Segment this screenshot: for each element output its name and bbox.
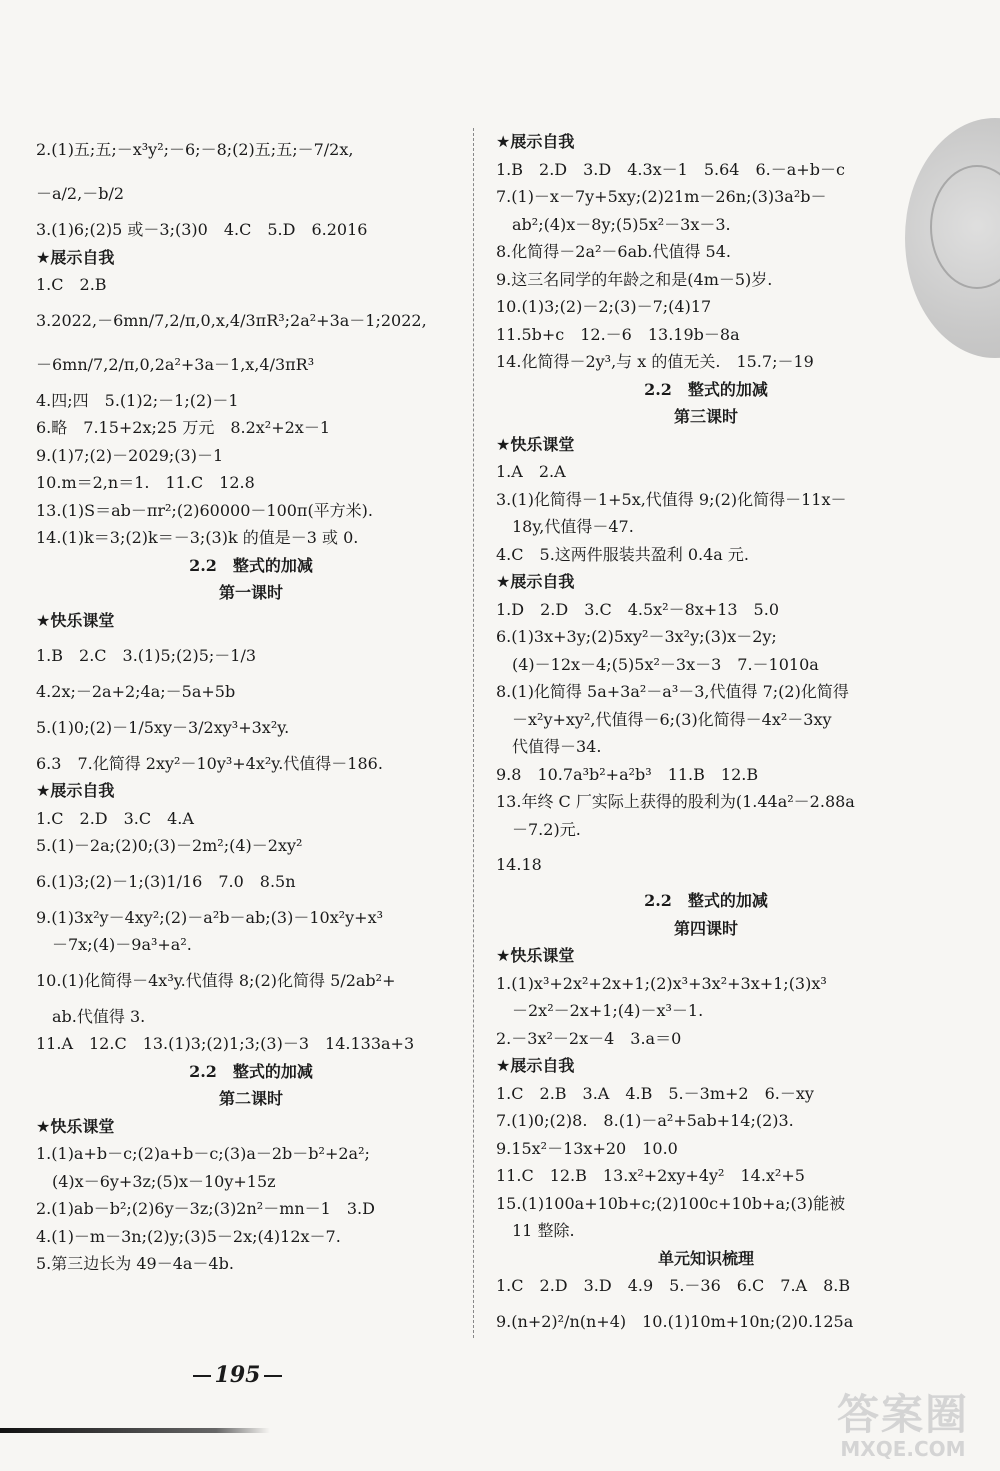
watermark-logo [808,1392,998,1467]
answer-line: 6.(1)3;(2)－1;(3)1/16 7.0 8.5n [36,871,296,891]
lesson-title: 第一课时 [218,583,283,602]
answer-line: 2.－3x²－2x－4 3.a＝0 [496,1028,682,1048]
answer-line: 18y,代值得－47. [496,517,634,536]
answer-line: 1.C 2.B 3.A 4.B 5.－3m+2 6.－xy [496,1083,814,1103]
answer-line: 1.C 2.D 3.D 4.9 5.－36 6.C 7.A 8.B [496,1276,851,1295]
answer-line: 8.化简得－2a²－6ab.代值得 54. [496,242,731,261]
answer-line: 5.(1)0;(2)－1/5xy－3/2xy³+3x²y. [36,717,290,737]
answer-line: －x²y+xy²,代值得－6;(3)化简得－4x²－3xy [496,709,832,729]
answer-line: 9.(n+2)²/n(n+4) 10.(1)10m+10n;(2)0.125a [496,1311,854,1331]
answer-line: 1.D 2.D 3.C 4.5x²－8x+13 5.0 [496,599,779,619]
answer-line: ab.代值得 3. [36,1006,146,1026]
answer-line: 14.18 [496,855,542,874]
answer-line: 8.(1)化简得 5a+3a²－a³－3,代值得 7;(2)化简得 [496,682,849,701]
answer-line: 5.(1)－2a;(2)0;(3)－2m²;(4)－2xy² [36,836,303,855]
section-heading: ★展示自我 [36,781,115,800]
section-heading: ★展示自我 [36,247,115,267]
lesson-title: 2.2 整式的加减 [644,379,768,399]
lesson-title: 第四课时 [673,918,738,938]
answer-line: 1.(1)a+b－c;(2)a+b－c;(3)a－2b－b²+2a²; [36,1144,370,1163]
section-heading: ★快乐课堂 [496,946,575,965]
answer-line: 6.3 7.化简得 2xy²－10y³+4x²y.代值得－186. [36,753,383,773]
answer-line: －7x;(4)－9a³+a². [36,935,192,954]
lesson-title: 2.2 整式的加减 [189,555,313,575]
answer-line: 9.15x²－13x+20 10.0 [496,1138,678,1158]
right-column [496,128,916,1344]
answer-line: －7.2)元. [496,819,581,839]
answer-line: 11.C 12.B 13.x²+2xy+4y² 14.x²+5 [496,1166,805,1185]
answer-line: 13.年终 C 厂实际上获得的股利为(1.44a²－2.88a [496,792,855,811]
answer-line: 4.四;四 5.(1)2;－1;(2)－1 [36,390,239,410]
lesson-title: 单元知识梳理 [657,1248,754,1268]
answer-line: ab²;(4)x－8y;(5)5x²－3x－3. [496,214,731,234]
answer-line: 6.略 7.15+2x;25 万元 8.2x²+2x－1 [36,418,331,437]
lesson-title: 第三课时 [673,407,738,426]
answer-line: 14.(1)k＝3;(2)k＝－3;(3)k 的值是－3 或 0. [36,528,359,547]
answer-line: 10.m＝2,n＝1. 11.C 12.8 [36,473,255,492]
section-heading: ★快乐课堂 [496,434,575,454]
section-heading: ★展示自我 [496,1056,575,1075]
answer-line: 1.C 2.B [36,275,107,294]
answer-line: 1.A 2.A [496,462,566,481]
column-divider [473,128,474,1338]
answer-line: 9.(1)3x²y－4xy²;(2)－a²b－ab;(3)－10x²y+x³ [36,907,384,927]
answer-line: 1.B 2.D 3.D 4.3x－1 5.64 6.－a+b－c [496,159,845,179]
watermark-url: MXQE.COM [840,1437,966,1461]
section-heading: ★快乐课堂 [36,610,115,630]
answer-line: 5.第三边长为 49－4a－4b. [36,1254,234,1273]
answer-line: 4.(1)－m－3n;(2)y;(3)5－2x;(4)12x－7. [36,1226,341,1246]
answer-line: 9.(1)7;(2)－2029;(3)－1 [36,445,224,465]
page-number: 195 [0,1362,475,1388]
lesson-title: 2.2 整式的加减 [644,891,768,910]
section-heading: ★展示自我 [496,132,575,151]
watermark-title: 答案圈 [836,1390,969,1439]
answer-line: 14.化简得－2y³,与 x 的值无关. 15.7;－19 [496,352,814,371]
answer-line: (4)x－6y+3z;(5)x－10y+15z [36,1171,276,1191]
answer-line: 7.(1)0;(2)8. 8.(1)－a²+5ab+14;(2)3. [496,1111,794,1130]
answer-line: 2.(1)ab－b²;(2)6y－3z;(3)2n²－mn－1 3.D [36,1199,375,1218]
answer-line: 13.(1)S＝ab－πr²;(2)60000－100π(平方米). [36,500,374,520]
answer-line: 11 整除. [496,1221,575,1240]
lesson-title: 第二课时 [218,1089,283,1108]
answer-line: －a/2,－b/2 [36,184,125,203]
section-heading: ★快乐课堂 [36,1116,115,1136]
answer-line: 7.(1)－x－7y+5xy;(2)21m－26n;(3)3a²b－ [496,187,827,206]
answer-line: 10.(1)化简得－4x³y.代值得 8;(2)化简得 5/2ab²+ [36,970,396,990]
answer-line: 9.8 10.7a³b²+a²b³ 11.B 12.B [496,764,759,784]
answer-line: 4.C 5.这两件服装共盈利 0.4a 元. [496,544,750,564]
answer-line: 3.2022,－6mn/7,2/π,0,x,4/3πR³;2a²+3a－1;2022, [36,310,427,330]
answer-line: 15.(1)100a+10b+c;(2)100c+10b+a;(3)能被 [496,1193,846,1213]
left-column [36,128,466,1278]
lesson-title: 2.2 整式的加减 [189,1061,313,1081]
answer-line: 2.(1)五;五;－x³y²;－6;－8;(2)五;五;－7/2x, [36,140,354,159]
answer-line: －2x²－2x+1;(4)－x³－1. [496,1001,704,1020]
answer-line: －6mn/7,2/π,0,2a²+3a－1,x,4/3πR³ [36,354,315,374]
answer-line: 3.(1)6;(2)5 或－3;(3)0 4.C 5.D 6.2016 [36,220,368,239]
answer-line: 1.B 2.C 3.(1)5;(2)5;－1/3 [36,646,257,665]
answer-line: 11.A 12.C 13.(1)3;(2)1;3;(3)－3 14.133a+3 [36,1034,415,1053]
answer-line: 1.(1)x³+2x²+2x+1;(2)x³+3x²+3x+1;(3)x³ [496,973,827,993]
answer-line: 10.(1)3;(2)－2;(3)－7;(4)17 [496,297,712,316]
bottom-rule [0,1428,270,1433]
answer-line: 4.2x;－2a+2;4a;－5a+5b [36,682,236,701]
answer-line: (4)－12x－4;(5)5x²－3x－3 7.－1010a [496,654,819,674]
answer-line: 3.(1)化简得－1+5x,代值得 9;(2)化简得－11x－ [496,489,847,509]
section-heading: ★展示自我 [496,572,575,591]
answer-line: 9.这三名同学的年龄之和是(4m－5)岁. [496,269,773,289]
answer-line: 1.C 2.D 3.C 4.A [36,808,194,828]
answer-line: 6.(1)3x+3y;(2)5xy²－3x²y;(3)x－2y; [496,627,777,646]
answer-line: 代值得－34. [496,737,602,756]
answer-line: 11.5b+c 12.－6 13.19b－8a [496,324,740,344]
